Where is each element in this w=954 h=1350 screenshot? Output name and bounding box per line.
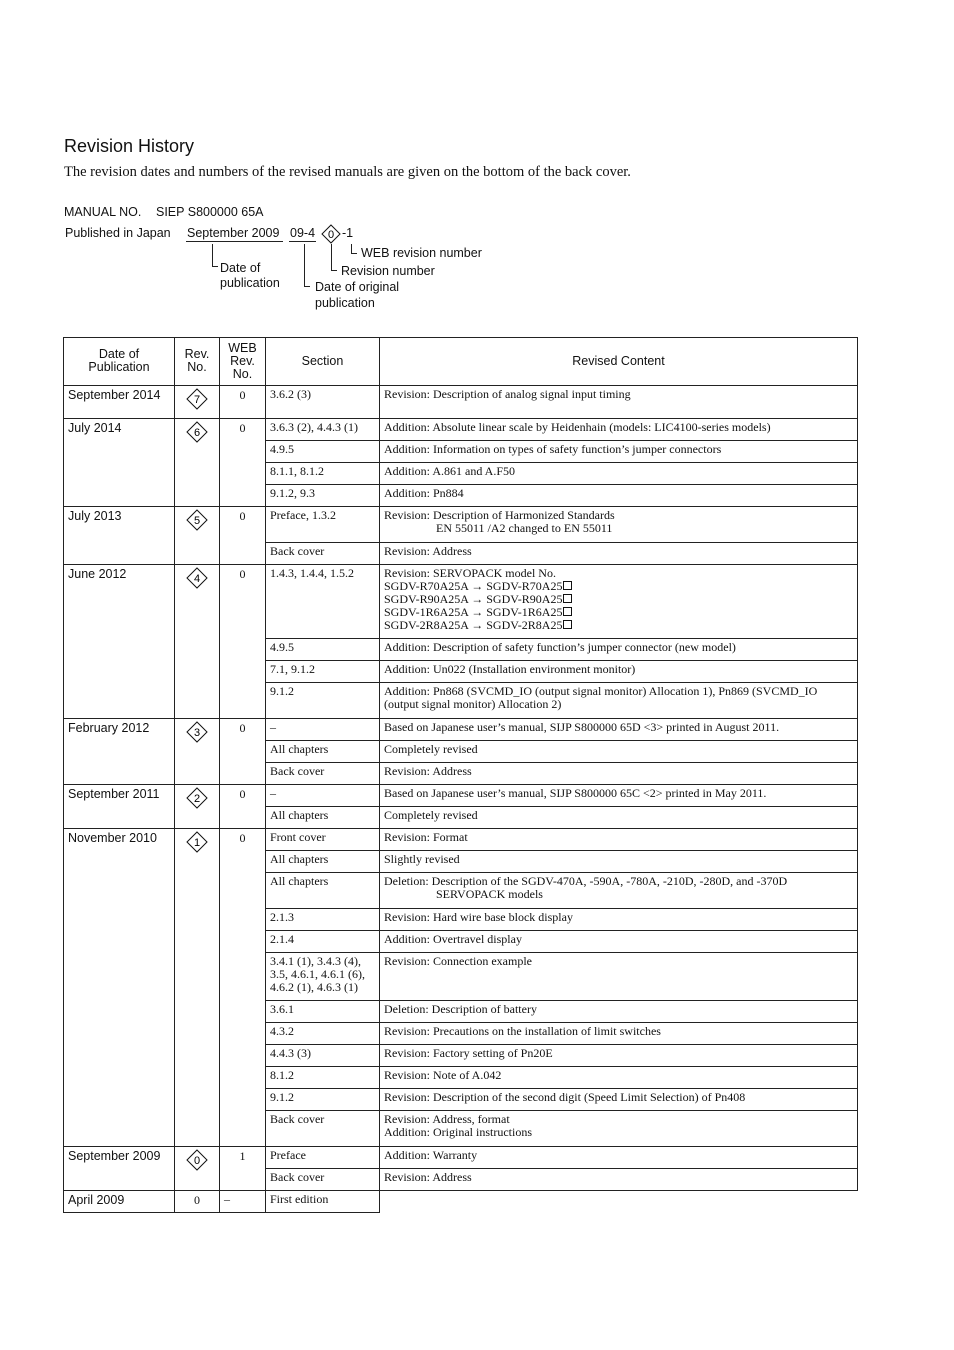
section-cell: 4.9.5	[266, 441, 380, 463]
section-cell: All chapters	[266, 873, 380, 909]
revised-content-cell: Addition: Description of safety function’s jumper connector (new model)	[380, 639, 858, 661]
table-row	[64, 785, 858, 807]
svg-text:3: 3	[193, 727, 201, 739]
revised-content-cell: Addition: Un022 (Installation environment monitor)	[380, 661, 858, 683]
date-publication-label-2: publication	[220, 276, 280, 290]
published-label: Published in Japan	[65, 226, 171, 240]
web-revision-cell: 0	[220, 829, 266, 1147]
revision-number-cell	[175, 386, 220, 419]
date-publication-label-1: Date of	[220, 261, 261, 275]
section-cell: Preface	[266, 1147, 380, 1169]
revised-content-cell: Revision: Description of analog signal input timing	[380, 386, 858, 419]
section-cell: 7.1, 9.1.2	[266, 661, 380, 683]
svg-text:7: 7	[193, 394, 201, 406]
table-header-row	[64, 338, 858, 386]
table-row	[64, 1191, 858, 1213]
svg-text:0: 0	[193, 1155, 201, 1167]
publication-date-cell: June 2012	[64, 565, 175, 719]
svg-text:2: 2	[193, 793, 201, 805]
revision-history-table	[63, 337, 858, 1213]
revised-content-cell: Revision: Note of A.042	[380, 1067, 858, 1089]
revision-diamond-icon	[186, 509, 208, 531]
web-revision-cell: 0	[220, 507, 266, 565]
revised-content-cell: Addition: Warranty	[380, 1147, 858, 1169]
publication-date-cell: September 2009	[64, 1147, 175, 1191]
revision-number-cell	[175, 565, 220, 719]
web-revision-cell: 0	[220, 719, 266, 785]
section-cell: Back cover	[266, 1169, 380, 1191]
revision-diamond-icon	[186, 567, 208, 589]
table-row	[64, 386, 858, 419]
section-cell: –	[266, 785, 380, 807]
section-cell: Back cover	[266, 543, 380, 565]
revised-content-cell: Revision: SERVOPACK model No. SGDV-R70A25A → SGDV-R70A25 SGDV-R90A25A → SGDV-R90A25 SGDV-1R6A25A → SGDV-1R6A25 SGDV-2R8A25A → SGDV-2R8A25	[380, 565, 858, 639]
diamond-label: 0	[327, 229, 335, 241]
table-row	[64, 419, 858, 441]
section-cell: All chapters	[266, 807, 380, 829]
section-cell: Front cover	[266, 829, 380, 851]
revised-content-cell: Addition: Pn884	[380, 485, 858, 507]
box-placeholder-icon	[563, 581, 572, 590]
revised-content-cell: Revision: Address, format Addition: Original instructions	[380, 1111, 858, 1147]
section-cell: –	[266, 719, 380, 741]
section-cell: 8.1.1, 8.1.2	[266, 463, 380, 485]
box-placeholder-icon	[563, 607, 572, 616]
revised-content-cell: Revision: Address	[380, 763, 858, 785]
revised-content-cell: Addition: Overtravel display	[380, 931, 858, 953]
section-cell: 3.6.3 (2), 4.4.3 (1)	[266, 419, 380, 441]
section-cell: 9.1.2	[266, 683, 380, 719]
underline-code	[289, 241, 316, 242]
revision-diamond-icon	[186, 831, 208, 853]
revised-content-cell: Revision: Format	[380, 829, 858, 851]
section-cell: 3.6.1	[266, 1001, 380, 1023]
revised-content-cell: Based on Japanese user’s manual, SIJP S800000 65D <3> printed in August 2011.	[380, 719, 858, 741]
web-revision-cell: 0	[220, 419, 266, 507]
table-row	[64, 829, 858, 851]
revision-diamond-icon	[321, 224, 341, 244]
section-cell: 2.1.4	[266, 931, 380, 953]
revision-number-label: Revision number	[341, 264, 435, 278]
section-cell: 9.1.2, 9.3	[266, 485, 380, 507]
section-cell: 4.4.3 (3)	[266, 1045, 380, 1067]
table-row	[64, 565, 858, 639]
header-rev: Rev. No.	[175, 338, 220, 386]
revised-content-cell: Based on Japanese user’s manual, SIJP S800000 65C <2> printed in May 2011.	[380, 785, 858, 807]
box-placeholder-icon	[563, 594, 572, 603]
publication-date-cell: April 2009	[64, 1191, 175, 1213]
section-cell: Back cover	[266, 763, 380, 785]
svg-text:6: 6	[193, 427, 201, 439]
section-cell: All chapters	[266, 851, 380, 873]
revised-content-cell: Revision: Address	[380, 543, 858, 565]
header-date: Date of Publication	[64, 338, 175, 386]
original-date-code: 09-4	[290, 226, 316, 240]
revised-content-cell: Addition: Pn868 (SVCMD_IO (output signal monitor) Allocation 1), Pn869 (SVCMD_IO (output signal monitor) Allocation 2)	[380, 683, 858, 719]
revision-number-cell	[175, 829, 220, 1147]
revision-number-cell	[175, 1147, 220, 1191]
date-original-label-1: Date of original	[315, 280, 400, 294]
revision-number-cell	[175, 507, 220, 565]
revision-number-cell	[175, 419, 220, 507]
revised-content-cell: Slightly revised	[380, 851, 858, 873]
revised-content-cell: Deletion: Description of battery	[380, 1001, 858, 1023]
revised-content-cell: Addition: A.861 and A.F50	[380, 463, 858, 485]
section-cell: 3.4.1 (1), 3.4.3 (4), 3.5, 4.6.1, 4.6.1 (6), 4.6.2 (1), 4.6.3 (1)	[266, 953, 380, 1001]
revision-number-cell	[175, 719, 220, 785]
table-body	[64, 386, 858, 1213]
manual-no-label: MANUAL NO.	[64, 205, 142, 219]
intro-text: The revision dates and numbers of the revised manuals are given on the bottom of the back cover.	[64, 164, 631, 180]
svg-text:5: 5	[193, 515, 201, 527]
revised-content-cell: Revision: Connection example	[380, 953, 858, 1001]
publication-date-cell: February 2012	[64, 719, 175, 785]
publication-date: September 2009	[187, 226, 280, 240]
web-revision-cell: 0	[220, 785, 266, 829]
web-revision-label: WEB revision number	[361, 246, 482, 260]
connector-web	[351, 244, 352, 253]
svg-text:1: 1	[193, 837, 201, 849]
revised-content-cell: First edition	[266, 1191, 380, 1213]
revision-diamond-icon	[186, 787, 208, 809]
revised-content-cell: Revision: Address	[380, 1169, 858, 1191]
revision-diamond-icon	[186, 421, 208, 443]
section-cell: Preface, 1.3.2	[266, 507, 380, 543]
revised-content-cell: Revision: Factory setting of Pn20E	[380, 1045, 858, 1067]
revised-content-cell: Deletion: Description of the SGDV-470A, -590A, -780A, -210D, -280D, and -370D SERVOPACK models	[380, 873, 858, 909]
svg-text:4: 4	[193, 573, 201, 585]
connector-date	[212, 244, 213, 266]
section-cell: 4.3.2	[266, 1023, 380, 1045]
web-revision-cell: 1	[220, 1147, 266, 1191]
web-revision-cell: 0	[175, 1191, 220, 1213]
table-row	[64, 1147, 858, 1169]
revision-diamond-icon	[186, 388, 208, 410]
section-cell: Back cover	[266, 1111, 380, 1147]
revision-diamond-icon	[186, 1149, 208, 1171]
revised-content-cell: Revision: Description of the second digit (Speed Limit Selection) of Pn408	[380, 1089, 858, 1111]
date-original-label-2: publication	[315, 296, 375, 310]
revised-content-cell: Completely revised	[380, 741, 858, 763]
connector-orig	[304, 244, 305, 286]
table-row	[64, 719, 858, 741]
page-title: Revision History	[64, 136, 195, 156]
revised-content-cell: Revision: Hard wire base block display	[380, 909, 858, 931]
web-suffix: -1	[342, 226, 354, 240]
header-section: Section	[266, 338, 380, 386]
underline-date	[186, 241, 283, 242]
section-cell: 2.1.3	[266, 909, 380, 931]
revision-diamond-icon	[186, 721, 208, 743]
table-row	[64, 507, 858, 543]
section-cell: –	[220, 1191, 266, 1213]
section-cell: All chapters	[266, 741, 380, 763]
publication-date-cell: July 2014	[64, 419, 175, 507]
publication-date-cell: September 2011	[64, 785, 175, 829]
revised-content-cell: Addition: Absolute linear scale by Heidenhain (models: LIC4100-series models)	[380, 419, 858, 441]
header-web-rev: WEB Rev. No.	[220, 338, 266, 386]
publication-date-cell: July 2013	[64, 507, 175, 565]
publication-date-cell: September 2014	[64, 386, 175, 419]
connector-rev	[331, 244, 332, 270]
section-cell: 8.1.2	[266, 1067, 380, 1089]
revision-number-cell	[175, 785, 220, 829]
revised-content-cell: Completely revised	[380, 807, 858, 829]
section-cell: 9.1.2	[266, 1089, 380, 1111]
section-cell: 4.9.5	[266, 639, 380, 661]
box-placeholder-icon	[563, 620, 572, 629]
revised-content-cell: Addition: Information on types of safety function’s jumper connectors	[380, 441, 858, 463]
publication-date-cell: November 2010	[64, 829, 175, 1147]
section-cell: 1.4.3, 1.4.4, 1.5.2	[266, 565, 380, 639]
manual-no-value: SIEP S800000 65A	[156, 205, 264, 219]
revised-content-cell: Revision: Description of Harmonized Standards EN 55011 /A2 changed to EN 55011	[380, 507, 858, 543]
section-cell: 3.6.2 (3)	[266, 386, 380, 419]
web-revision-cell: 0	[220, 565, 266, 719]
revised-content-cell: Revision: Precautions on the installation of limit switches	[380, 1023, 858, 1045]
web-revision-cell: 0	[220, 386, 266, 419]
header-content: Revised Content	[380, 338, 858, 386]
